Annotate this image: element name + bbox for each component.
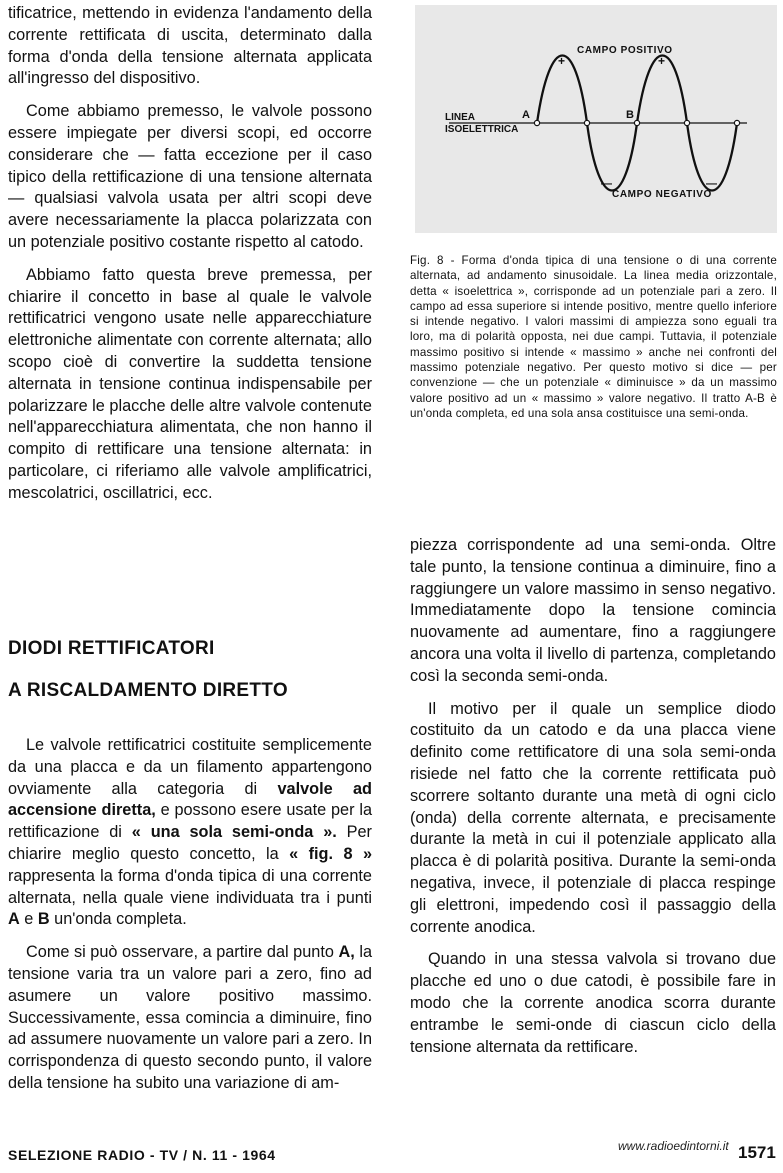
sine-wave-diagram xyxy=(415,5,777,233)
crossing-marker xyxy=(584,120,589,125)
linea-label: LINEA xyxy=(445,112,475,123)
paragraph-osservazione xyxy=(8,942,372,1095)
point-a-marker xyxy=(534,120,539,125)
minus-sign-2: — xyxy=(706,178,717,190)
intro-paragraph: tificatrice, mettendo in evidenza l'andamento della corrente rettificata di uscita, determinato dalla forma d'onda della tensione alternata applicata all'ingresso del dispositivo. xyxy=(8,4,372,88)
paragraph-premessa: Come abbiamo premesso, le valvole possono essere impiegate per diversi scopi, ed occorre considerare che — fatta eccezione per il caso tipico della rettificazione di una tensione alternata — qualsiasi valvola usata per altri scopi deve avere necessariamente la placca polarizzata con un potenziale positivo costante rispetto al catodo. xyxy=(8,102,372,251)
figure-8-box xyxy=(415,5,777,233)
text-run: Per chiarire meglio questo concetto, la xyxy=(8,823,372,863)
plus-sign-2: + xyxy=(658,54,666,68)
page-number: 1571 xyxy=(738,1143,776,1162)
campo-negativo-label: CAMPO NEGATIVO xyxy=(612,189,712,200)
bold-run: « fig. 8 » xyxy=(289,844,372,863)
text-run: un'onda completa. xyxy=(49,910,187,929)
paragraph-motivo: Il motivo per il quale un semplice diodo costituito da un catodo e da una placca viene definito come rettificatore di una sola semi-onda risiede nel fatto che la corrente rettificata può scorrere soltanto durante una metà di ogni ciclo (onda) della corrente alternata, e precisamente durante la metà in cui il potenziale applicato alla placca è di polarità positiva. Durante la semi-onda negativa, invece, il potenziale di placca respinge gli elettroni, impedendo così il passaggio della corrente anodica. xyxy=(410,699,776,936)
bold-run: valvole ad accensione diretta, xyxy=(8,779,372,820)
left-column-top xyxy=(8,3,372,505)
watermark: www.radioedintorni.it xyxy=(618,1139,729,1153)
paragraph-due-placche: Quando in una stessa valvola si trovano due placche ed uno o due catodi, è possibile fare in modo che la corrente anodica scorra durante entrambe le semi-onde di ciascun ciclo della tensione alternata da rettificare. xyxy=(410,950,776,1056)
point-b-marker xyxy=(634,120,639,125)
minus-sign-1: — xyxy=(601,178,612,190)
campo-positivo-label: CAMPO POSITIVO xyxy=(577,45,673,56)
bold-run: A xyxy=(8,910,20,929)
text-run: Le valvole rettificatrici costituite semplicemente da una placca e da un filamento appartengono ovviamente alla categoria di xyxy=(8,736,372,798)
section-heading-line-2: A RISCALDAMENTO DIRETTO xyxy=(8,680,288,701)
magazine-footer: SELEZIONE RADIO - TV / N. 11 - 1964 xyxy=(8,1147,276,1163)
paragraph-seconda-semionda: piezza corrispondente ad una semi-onda. Oltre tale punto, la tensione continua a diminuire, fino a raggiungere un valore massimo in senso negativo. Immediatamente dopo la tensione comincia nuovamente ad aumentare, fino a raggiungere ancora una volta il livello di partenza, completando così la seconda semi-onda. xyxy=(410,536,776,685)
plus-sign-1: + xyxy=(558,54,566,68)
text-run: e xyxy=(19,910,38,929)
crossing-marker xyxy=(684,120,689,125)
text-run: e possono esere usate per la rettificazione di xyxy=(8,801,372,842)
paragraph-rettificatrici: Abbiamo fatto questa breve premessa, per chiarire il concetto in base al quale le valvole rettificatrici vengono usate nelle apparecchiature elettroniche alimentate con corrente alternata; allo scopo cioè di convertire la suddetta tensione alternata in tensione continua indispensabile per polarizzare le placche delle altre valvole contenute nell'apparecchiatura alimentata, che non hanno il compito di rettificare una tensione alternata: in particolare, ci riferiamo alle valvole amplificatrici, mescolatrici, oscillatrici, ecc. xyxy=(8,265,372,502)
text-run: rappresenta la forma d'onda tipica di una corrente alternata, nella quale viene individuata tra i punti xyxy=(8,866,372,907)
end-marker xyxy=(734,120,739,125)
text-run: la tensione varia tra un valore pari a zero, fino ad asumere un valore positivo massimo. Successivamente, essa comincia a diminuire, fino ad assumere nuovamente un valore pari a zero. In corrispondenza di questo secondo punto, il valore della tensione ha subito una variazione di am- xyxy=(8,943,372,1092)
section-heading-line-1: DIODI RETTIFICATORI xyxy=(8,638,215,659)
point-a-label: A xyxy=(522,109,530,121)
bold-run: A, xyxy=(338,943,355,962)
text-run: Come si può osservare, a partire dal punto xyxy=(26,943,339,962)
bold-run: « una sola semi-onda ». xyxy=(131,823,337,842)
right-column xyxy=(410,535,776,1058)
point-b-label: B xyxy=(626,109,634,121)
bold-run: B xyxy=(37,910,50,929)
figure-caption: Fig. 8 - Forma d'onda tipica di una tensione o di una corrente alternata, ad andamento sinusoidale. La linea media orizzontale, detta « isoelettrica », corrisponde ad un potenziale pari a zero. Il campo ad essa superiore si intende positivo, mentre quello inferiore si intende negativo. I valori massimi di ampiezza sono eguali tra loro, ma di polarità opposta, nei due campi. Tuttavia, il potenziale massimo positivo si intende « massimo » anche nei confronti del massimo potenziale negativo. Per questo motivo si dice — per convenzione — che un potenziale « diminuisce » da un massimo valore positivo ad un « massimo » valore negativo. Il tratto A-B è un'onda completa, ed una sola ansa costituisce una semi-onda. xyxy=(410,254,777,420)
left-column-bottom xyxy=(8,735,372,1095)
paragraph-diodi xyxy=(8,735,372,931)
isoelettrica-label: ISOELETTRICA xyxy=(445,124,519,135)
